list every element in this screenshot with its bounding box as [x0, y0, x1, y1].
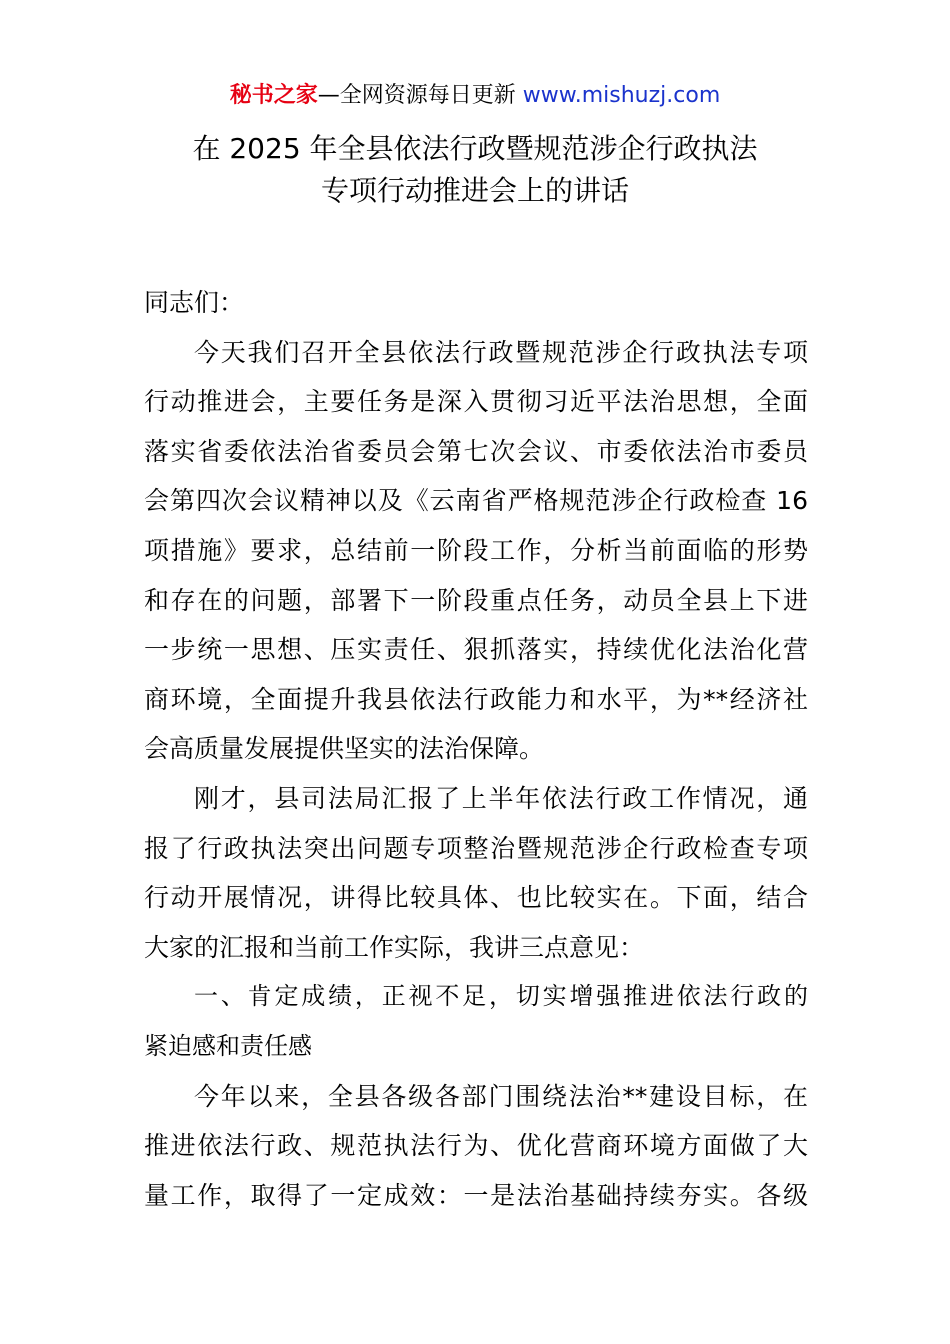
paragraph-line: 行动推进会，主要任务是深入贯彻习近平法治思想，全面 — [144, 387, 808, 417]
salutation: 同志们： — [144, 288, 245, 317]
paragraph-line: 今天我们召开全县依法行政暨规范涉企行政执法专项 — [194, 337, 808, 367]
title-line-1: 在 2025 年全县依法行政暨规范涉企行政执法 — [192, 132, 758, 165]
paragraph-line: 报了行政执法突出问题专项整治暨规范涉企行政检查专项 — [144, 833, 808, 863]
document-title — [0, 128, 950, 212]
site-url-link[interactable]: www.mishuzj.com — [522, 83, 721, 108]
document-body — [144, 278, 808, 1220]
site-header — [0, 80, 950, 112]
site-tagline: —全网资源每日更新 — [317, 83, 523, 108]
paragraph-line: 会第四次会议精神以及《云南省严格规范涉企行政检查 16 — [144, 486, 808, 516]
paragraph-line: 和存在的问题，部署下一阶段重点任务，动员全县上下进 — [144, 585, 808, 615]
paragraph-line: 商环境，全面提升我县依法行政能力和水平，为**经济社 — [144, 684, 808, 714]
paragraph-line: 推进依法行政、规范执法行为、优化营商环境方面做了大 — [144, 1131, 808, 1161]
title-line-2: 专项行动推进会上的讲话 — [320, 174, 629, 207]
paragraph-line: 落实省委依法治省委员会第七次会议、市委依法治市委员 — [144, 436, 808, 466]
paragraph-line: 大家的汇报和当前工作实际，我讲三点意见： — [144, 932, 645, 962]
paragraph-line: 一步统一思想、压实责任、狠抓落实，持续优化法治化营 — [144, 635, 808, 665]
paragraph-line: 项措施》要求，总结前一阶段工作，分析当前面临的形势 — [144, 535, 808, 565]
paragraph-2 — [144, 774, 808, 972]
paragraph-3 — [144, 1072, 808, 1221]
section-heading-1 — [144, 972, 808, 1071]
paragraph-line: 会高质量发展提供坚实的法治保障。 — [144, 734, 545, 764]
paragraph-line: 量工作，取得了一定成效：一是法治基础持续夯实。各级 — [144, 1180, 808, 1210]
paragraph-line: 行动开展情况，讲得比较具体、也比较实在。下面，结合 — [144, 883, 808, 913]
heading-line: 紧迫感和责任感 — [144, 1031, 312, 1060]
heading-line: 一、肯定成绩，正视不足，切实增强推进依法行政的 — [194, 982, 808, 1011]
paragraph-line: 刚才，县司法局汇报了上半年依法行政工作情况，通 — [194, 783, 808, 813]
site-brand: 秘书之家 — [229, 83, 318, 108]
paragraph-1 — [144, 328, 808, 774]
paragraph-line: 今年以来，全县各级各部门围绕法治**建设目标，在 — [194, 1081, 808, 1111]
